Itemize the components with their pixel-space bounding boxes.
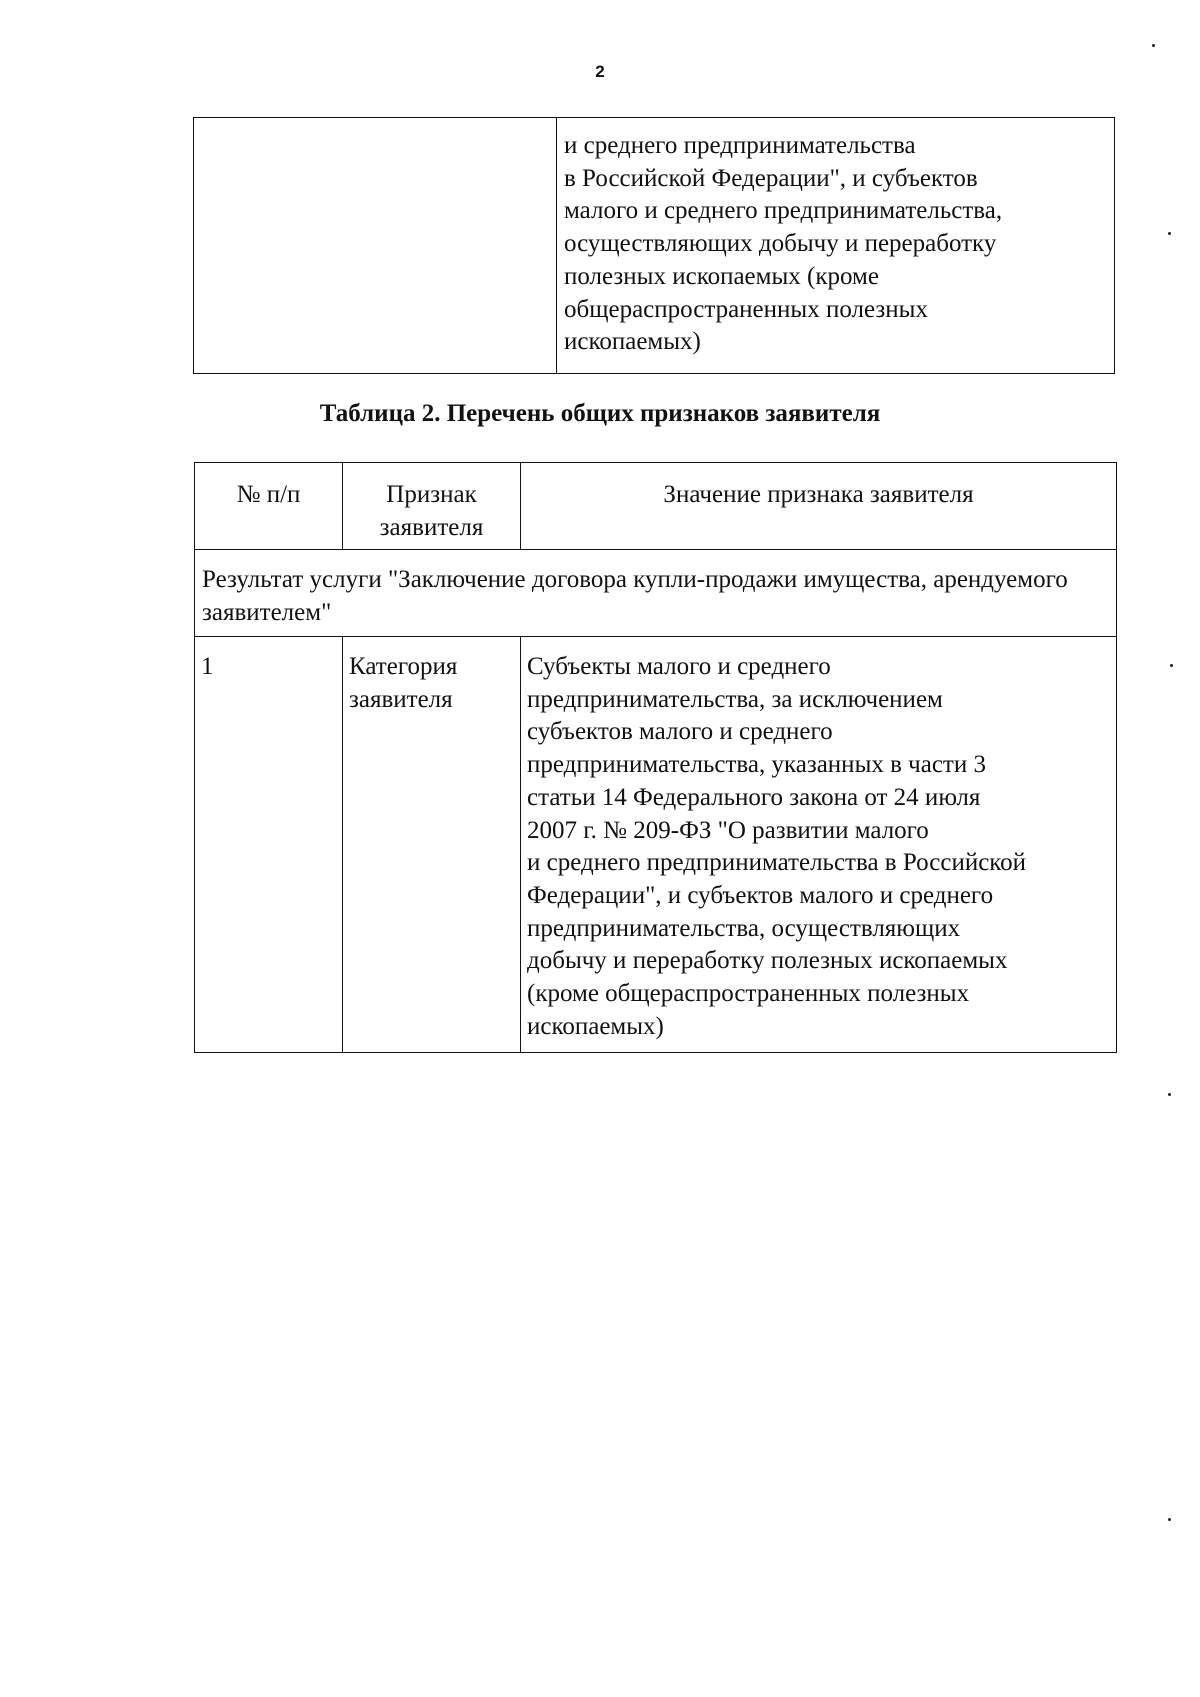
scan-edge-specks — [1140, 0, 1200, 1697]
header-number: № п/п — [195, 463, 343, 549]
table-header-row — [195, 463, 1116, 550]
continuation-left-cell — [194, 118, 557, 373]
scan-speck — [1168, 232, 1171, 235]
table-row — [195, 637, 1116, 1052]
applicant-attributes-table — [194, 462, 1117, 1053]
header-attribute: Признак заявителя — [343, 463, 521, 549]
section-row-text: Результат услуги "Заключение договора купли-продажи имущества, арендуемого заявителем" — [202, 566, 1068, 626]
table-title: Таблица 2. Перечень общих признаков заявителя — [319, 400, 881, 427]
row-value: Субъекты малого и среднего предпринимательства, за исключением субъектов малого и среднего предпринимательства, указанных в части 3 статьи 14 Федерального закона от 24 июля 2007 г. № 209-ФЗ "О развитии малого и среднего предпринимательства в Российской Федерации", и субъектов малого и среднего предпринимательства, осуществляющих добычу и переработку полезных ископаемых (кроме общераспространенных полезных ископаемых) — [527, 653, 1027, 1040]
continuation-right-cell: и среднего предпринимательства в Российской Федерации", и субъектов малого и среднего предпринимательства, осуществляющих добычу и переработку полезных ископаемых (кроме общераспространенных полезных ископаемых) — [564, 132, 1003, 356]
row-attribute: Категория заявителя — [343, 637, 521, 1052]
scan-speck — [1168, 1093, 1171, 1096]
page-number: 2 — [595, 62, 605, 81]
scan-speck — [1168, 1518, 1171, 1521]
scan-speck — [1152, 44, 1155, 47]
section-row — [195, 550, 1116, 637]
header-value: Значение признака заявителя — [663, 481, 974, 508]
scan-speck — [1170, 664, 1173, 667]
row-number: 1 — [195, 637, 343, 1052]
continuation-table — [193, 117, 1115, 374]
